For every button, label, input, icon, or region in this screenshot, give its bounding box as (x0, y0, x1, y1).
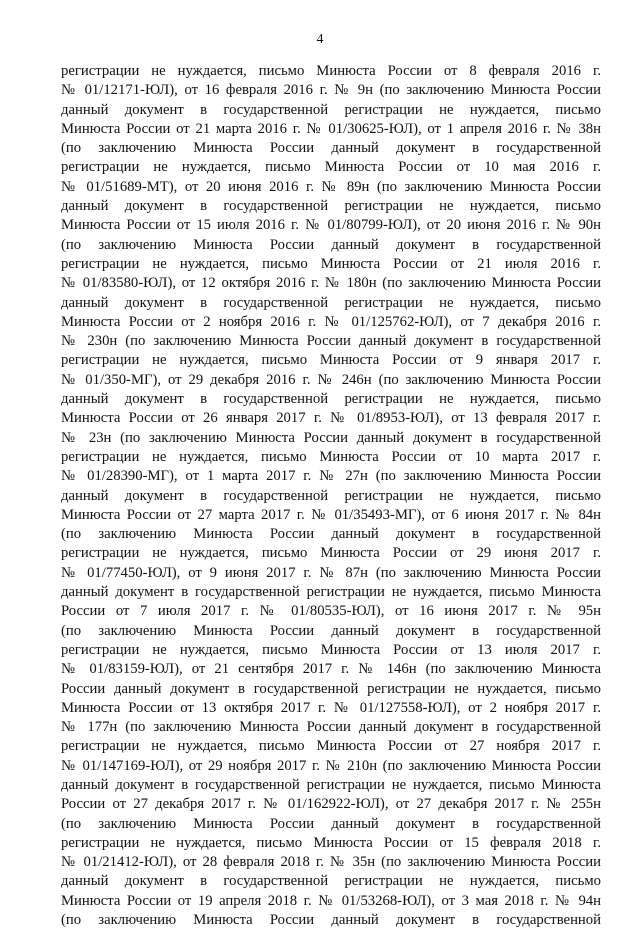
text-line: (по заключению Минюста России данный документ в государственной (61, 622, 601, 639)
text-line: данный документ в государственной регистрации не нуждается, письмо (61, 873, 601, 890)
text-line: регистрации не нуждается, письмо Минюста России от 21 июля 2016 г. (61, 255, 601, 272)
text-line: данный документ в государственной регистрации не нуждается, письмо (61, 294, 601, 311)
text-line: № 23н (по заключению Минюста России данный документ в государственной (61, 429, 601, 446)
text-line: данный документ в государственной регистрации не нуждается, письмо Минюста (61, 776, 601, 793)
text-line: России от 7 июля 2017 г. № 01/80535-ЮЛ), от 16 июня 2017 г. № 95н (61, 603, 601, 620)
text-line: (по заключению Минюста России данный документ в государственной (61, 140, 601, 157)
text-line: № 01/350-МГ), от 29 декабря 2016 г. № 246н (по заключению Минюста России (61, 371, 601, 388)
text-line: Минюста России от 19 апреля 2018 г. № 01/53268-ЮЛ), от 3 мая 2018 г. № 94н (61, 892, 601, 909)
text-line: регистрации не нуждается, письмо Минюста России от 8 февраля 2016 г. (61, 63, 601, 79)
text-line: № 01/12171-ЮЛ), от 16 февраля 2016 г. № 9н (по заключению Минюста России (61, 82, 601, 99)
text-line: данный документ в государственной регистрации не нуждается, письмо Минюста (61, 584, 601, 601)
text-line: (по заключению Минюста России данный документ в государственной (61, 815, 601, 832)
text-line: (по заключению Минюста России данный документ в государственной (61, 526, 601, 543)
text-line: данный документ в государственной регистрации не нуждается, письмо (61, 101, 601, 118)
document-body (61, 62, 601, 930)
text-line: № 01/51689-МТ), от 20 июня 2016 г. № 89н (по заключению Минюста России (61, 178, 601, 195)
text-line: № 01/83580-ЮЛ), от 12 октября 2016 г. № 180н (по заключению Минюста России (61, 275, 601, 292)
text-line: (по заключению Минюста России данный документ в государственной (61, 236, 601, 253)
text-line: регистрации не нуждается, письмо Минюста России от 13 июля 2017 г. (61, 641, 601, 658)
text-line: регистрации не нуждается, письмо Минюста России от 10 мая 2016 г. (61, 159, 601, 176)
text-line: (по заключению Минюста России данный документ в государственной (61, 912, 601, 929)
text-line: России от 27 декабря 2017 г. № 01/162922-ЮЛ), от 27 декабря 2017 г. № 255н (61, 796, 601, 813)
text-line: Минюста России от 21 марта 2016 г. № 01/30625-ЮЛ), от 1 апреля 2016 г. № 38н (61, 120, 601, 137)
text-line: России данный документ в государственной регистрации не нуждается, письмо (61, 680, 601, 697)
text-line: № 01/21412-ЮЛ), от 28 февраля 2018 г. № 35н (по заключению Минюста России (61, 854, 601, 871)
page-number: 4 (316, 32, 324, 47)
text-line: регистрации не нуждается, письмо Минюста России от 9 января 2017 г. (61, 352, 601, 369)
text-line: № 177н (по заключению Минюста России данный документ в государственной (61, 719, 601, 736)
text-line: № 230н (по заключению Минюста России данный документ в государственной (61, 333, 601, 350)
text-line: регистрации не нуждается, письмо Минюста России от 27 ноября 2017 г. (61, 738, 601, 755)
text-line: Минюста России от 13 октября 2017 г. № 01/127558-ЮЛ), от 2 ноября 2017 г. (61, 699, 601, 716)
text-line: № 01/77450-ЮЛ), от 9 июня 2017 г. № 87н (по заключению Минюста России (61, 564, 601, 581)
text-line: Минюста России от 27 марта 2017 г. № 01/35493-МГ), от 6 июня 2017 г. № 84н (61, 506, 601, 523)
text-line: регистрации не нуждается, письмо Минюста России от 10 марта 2017 г. (61, 448, 601, 465)
text-line: Минюста России от 26 января 2017 г. № 01/8953-ЮЛ), от 13 февраля 2017 г. (61, 410, 601, 427)
text-line: № 01/83159-ЮЛ), от 21 сентября 2017 г. № 146н (по заключению Минюста (61, 661, 601, 678)
text-line: № 01/28390-МГ), от 1 марта 2017 г. № 27н (по заключению Минюста России (61, 468, 601, 485)
text-line: регистрации не нуждается, письмо Минюста России от 29 июня 2017 г. (61, 545, 601, 562)
text-line: Минюста России от 15 июля 2016 г. № 01/80799-ЮЛ), от 20 июня 2016 г. № 90н (61, 217, 601, 234)
text-line: данный документ в государственной регистрации не нуждается, письмо (61, 198, 601, 215)
text-line: № 01/147169-ЮЛ), от 29 ноября 2017 г. № 210н (по заключению Минюста России (61, 757, 601, 774)
text-line: данный документ в государственной регистрации не нуждается, письмо (61, 391, 601, 408)
text-line: Минюста России от 2 ноября 2016 г. № 01/125762-ЮЛ), от 7 декабря 2016 г. (61, 313, 601, 330)
text-line: данный документ в государственной регистрации не нуждается, письмо (61, 487, 601, 504)
text-line: регистрации не нуждается, письмо Минюста России от 15 февраля 2018 г. (61, 834, 601, 851)
